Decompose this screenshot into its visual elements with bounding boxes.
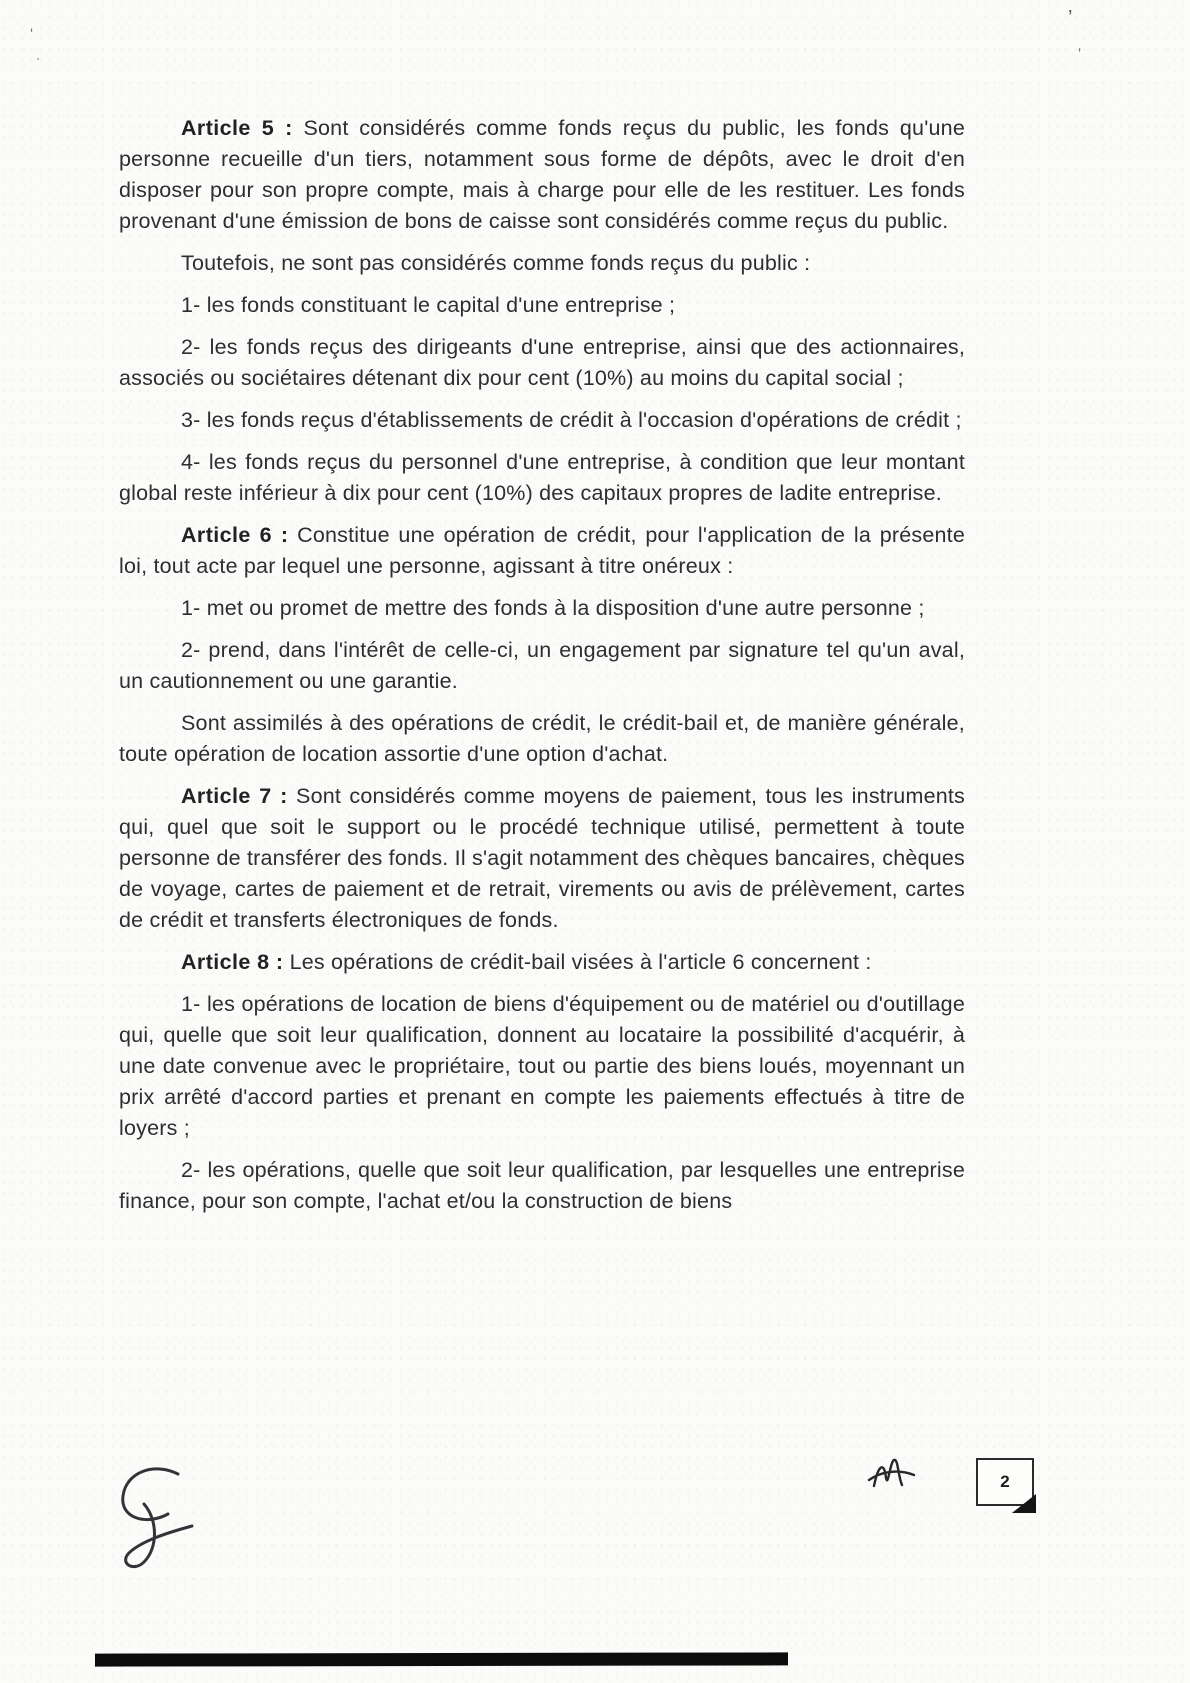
folded-corner-icon bbox=[1012, 1494, 1036, 1513]
paragraph-text: Constitue une opération de crédit, pour l'application de la présente loi, tout acte par lequel une personne, agissant à titre onéreux : bbox=[119, 523, 965, 578]
paragraph bbox=[119, 708, 965, 770]
handwritten-initials-icon bbox=[112, 1462, 204, 1574]
paragraph-text: 4- les fonds reçus du personnel d'une entreprise, à condition que leur montant global reste inférieur à dix pour cent (10%) des capitaux propres de ladite entreprise. bbox=[119, 450, 965, 505]
scan-speck: · bbox=[36, 51, 40, 65]
paragraph-text: Les opérations de crédit-bail visées à l'article 6 concernent : bbox=[283, 950, 872, 974]
page-number-box bbox=[976, 1458, 1034, 1506]
article-label: Article 8 : bbox=[181, 950, 284, 974]
paragraph-text: 2- prend, dans l'intérêt de celle-ci, un engagement par signature tel qu'un aval, un cautionnement ou une garantie. bbox=[119, 638, 965, 693]
paragraph-text: 1- les opérations de location de biens d'équipement ou de matériel ou d'outillage qui, quelle que soit leur qualification, donnent au locataire la possibilité d'acquérir, à une date convenue avec le propriétaire, tout ou partie des biens loués, moyennant un prix arrêté d'accord parties et prenant en compte les paiements effectués à titre de loyers ; bbox=[119, 992, 965, 1140]
article-label: Article 7 : bbox=[181, 784, 288, 808]
handwritten-mark-icon bbox=[866, 1452, 918, 1496]
paragraph bbox=[119, 290, 965, 321]
paragraph-text: 3- les fonds reçus d'établissements de crédit à l'occasion d'opérations de crédit ; bbox=[181, 408, 962, 432]
scan-artifact-bar bbox=[95, 1652, 788, 1666]
paragraph-text: 1- met ou promet de mettre des fonds à la disposition d'une autre personne ; bbox=[181, 596, 925, 620]
paragraph bbox=[119, 635, 965, 697]
paragraph-text: Sont considérés comme fonds reçus du public, les fonds qu'une personne recueille d'un tiers, notamment sous forme de dépôts, avec le droit d'en disposer pour son propre compte, mais à charge pour elle de les restituer. Les fonds provenant d'une émission de bons de caisse sont considérés comme reçus du public. bbox=[119, 116, 965, 233]
paragraph bbox=[119, 947, 965, 978]
paragraph-text: 2- les fonds reçus des dirigeants d'une entreprise, ainsi que des actionnaires, associés ou sociétaires détenant dix pour cent (10%) au moins du capital social ; bbox=[119, 335, 965, 390]
paragraph bbox=[119, 405, 965, 436]
paragraph bbox=[119, 593, 965, 624]
paragraph bbox=[119, 447, 965, 509]
paragraph bbox=[119, 1155, 965, 1217]
signature-initials-left bbox=[112, 1462, 204, 1579]
document-body bbox=[119, 104, 965, 1228]
paragraph-text: 1- les fonds constituant le capital d'une entreprise ; bbox=[181, 293, 676, 317]
paragraph bbox=[119, 113, 965, 237]
paragraph-text: Sont assimilés à des opérations de crédit, le crédit-bail et, de manière générale, toute opération de location assortie d'une option d'achat. bbox=[119, 711, 965, 766]
paragraph-text: Sont considérés comme moyens de paiement, tous les instruments qui, quel que soit le support ou le procédé technique utilisé, permettent à toute personne de transférer des fonds. Il s'agit notamment des chèques bancaires, chèques de voyage, cartes de paiement et de retrait, virements ou avis de prélèvement, cartes de crédit et transferts électroniques de fonds. bbox=[119, 784, 966, 932]
scan-speck: ’ bbox=[1078, 45, 1082, 61]
paragraph bbox=[119, 332, 965, 394]
paragraph-text: Toutefois, ne sont pas considérés comme fonds reçus du public : bbox=[181, 251, 811, 275]
paragraph bbox=[119, 989, 965, 1144]
paragraph bbox=[119, 520, 965, 582]
paragraph bbox=[119, 248, 965, 279]
scan-speck: ’ bbox=[1068, 7, 1073, 29]
paragraph-text: 2- les opérations, quelle que soit leur qualification, par lesquelles une entreprise finance, pour son compte, l'achat et/ou la construction de biens bbox=[119, 1158, 965, 1213]
scan-speck: ‘ bbox=[30, 25, 34, 41]
article-label: Article 6 : bbox=[181, 523, 289, 547]
page-number: 2 bbox=[1000, 1472, 1010, 1491]
paragraph bbox=[119, 781, 965, 936]
article-label: Article 5 : bbox=[181, 116, 293, 140]
signature-initials-right bbox=[866, 1452, 918, 1501]
